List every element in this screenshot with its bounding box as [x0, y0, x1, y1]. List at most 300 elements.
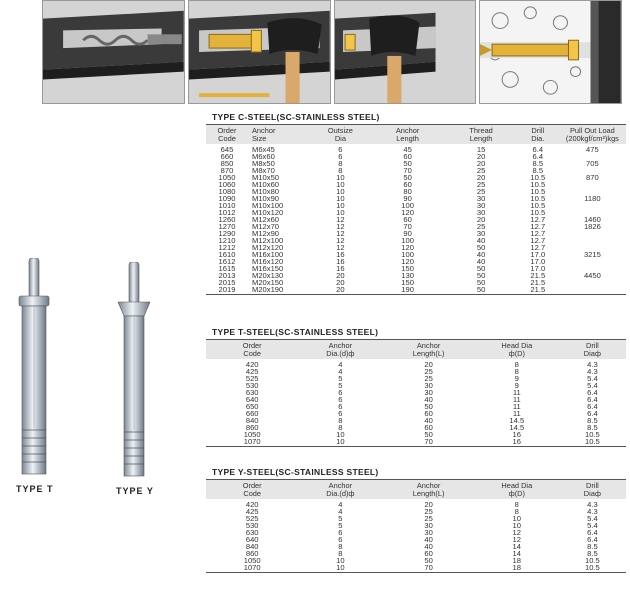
column-header: Outsize Dia [327, 126, 353, 143]
table-cell: 50 [424, 430, 433, 439]
column-header: Anchor Length(L) [412, 341, 445, 358]
table-row [206, 417, 626, 424]
table-cell: 6.4 [587, 409, 598, 418]
table-cell: 630 [245, 528, 259, 537]
table-cell: 12.7 [530, 236, 546, 245]
table-cell: 100 [401, 236, 414, 245]
table-cell: 21.5 [530, 278, 546, 287]
table-cell: 11 [512, 409, 521, 418]
type-y-anchor-icon [114, 262, 154, 480]
hammer-insert-icon [189, 1, 330, 103]
table-cell: 860 [245, 423, 259, 432]
table-cell: 12 [336, 215, 345, 224]
table-row [206, 508, 626, 515]
table-cell: 8.5 [532, 159, 544, 168]
table-cell: 18 [475, 564, 559, 573]
concrete-anchor-icon [480, 1, 621, 103]
table-cell: 10.5 [530, 208, 546, 217]
table-cell: 30 [424, 388, 433, 397]
table-cell: 1210 [218, 236, 236, 245]
table-cell: 1010 [218, 201, 236, 210]
table-cell: 50 [403, 159, 412, 168]
table-cell: 16 [336, 264, 345, 273]
table-cell: 10 [336, 556, 345, 565]
table-cell: M20x190 [248, 286, 311, 295]
table-cell: 16 [512, 430, 521, 439]
table-cell: 50 [476, 243, 486, 252]
table-cell: M20x150 [252, 278, 284, 287]
table-cell: 50 [424, 556, 433, 565]
type-c-table [206, 124, 626, 295]
table-cell: 14.5 [509, 416, 525, 425]
table-cell: 70 [403, 222, 412, 231]
table-cell: M8x70 [252, 166, 275, 175]
table-cell: 30 [476, 208, 486, 217]
table-cell: 8.5 [587, 416, 598, 425]
table-cell: 20 [476, 152, 486, 161]
table-cell: 40 [476, 257, 486, 266]
table-cell: 1050 [218, 173, 236, 182]
table-cell: 20 [336, 278, 345, 287]
table-cell: 100 [401, 201, 414, 210]
table-cell: 10.5 [559, 438, 626, 447]
table-cell: M12x90 [252, 229, 280, 238]
table-cell: 4450 [583, 271, 601, 280]
table-cell: 705 [586, 159, 599, 168]
table-cell: 8 [514, 367, 519, 376]
table-cell: M10x80 [252, 187, 280, 196]
table-row [206, 424, 626, 431]
table-cell: 1612 [218, 257, 236, 266]
table-cell: 25 [476, 166, 486, 175]
table-cell: 6 [338, 409, 343, 418]
table-cell [559, 258, 626, 265]
table-cell: 10.5 [530, 194, 546, 203]
table-cell: 50 [403, 173, 412, 182]
table-cell: 420 [245, 360, 259, 369]
table-cell: 8 [338, 423, 343, 432]
table-cell: M12x70 [252, 222, 280, 231]
hammer-insert-panel [188, 0, 331, 104]
table-cell: 1090 [218, 194, 236, 203]
table-cell: 11 [512, 388, 521, 397]
table-row [206, 396, 626, 403]
table-row [206, 543, 626, 550]
table-cell: 420 [245, 500, 259, 509]
table-cell: 10 [336, 180, 345, 189]
table-cell: 25 [424, 367, 433, 376]
table-cell: 6 [338, 145, 343, 154]
table-cell: 650 [245, 402, 259, 411]
table-cell: 6 [338, 528, 343, 537]
table-cell: 18 [512, 556, 521, 565]
table-cell: 11 [512, 395, 521, 404]
table-cell: 4.3 [587, 360, 598, 369]
table-cell: M10x50 [252, 173, 280, 182]
table-cell: 4 [338, 507, 343, 516]
type-y-table-section [206, 467, 626, 573]
column-header: Drill Diaф [583, 481, 601, 498]
table-cell: 40 [424, 395, 433, 404]
type-t-table [206, 339, 626, 447]
table-cell [559, 286, 626, 295]
table-row [206, 286, 626, 295]
table-cell: 6.4 [532, 145, 544, 154]
table-cell: 12.7 [530, 243, 546, 252]
table-row [206, 382, 626, 389]
table-cell: 8.5 [532, 166, 544, 175]
table-cell: 5.4 [587, 374, 598, 383]
type-y-table [206, 479, 626, 573]
table-cell: 14.5 [509, 423, 525, 432]
table-cell: 150 [401, 278, 414, 287]
table-row [206, 529, 626, 536]
table-cell: 50 [424, 402, 433, 411]
table-cell: 11 [512, 402, 521, 411]
table-cell: 6.4 [532, 152, 544, 161]
table-cell: 8 [338, 542, 343, 551]
table-cell: M16x120 [252, 257, 284, 266]
column-header: Anchor Dia.(d)ф [326, 341, 355, 358]
table-cell: 530 [245, 521, 259, 530]
table-cell: 4.3 [587, 367, 598, 376]
table-cell: 425 [245, 507, 259, 516]
table-cell: M10x100 [252, 201, 284, 210]
table-row [206, 515, 626, 522]
table-cell: 20 [424, 500, 433, 509]
table-cell: 1070 [206, 438, 298, 447]
table-cell: 10.5 [530, 187, 546, 196]
table-cell: M12x120 [252, 243, 284, 252]
table-cell: 25 [424, 374, 433, 383]
table-row [206, 389, 626, 396]
table-cell: 4.3 [587, 500, 598, 509]
table-cell: 6.4 [587, 535, 598, 544]
table-cell: 475 [586, 145, 599, 154]
table-cell: 6 [338, 535, 343, 544]
table-cell: 8.5 [587, 549, 598, 558]
table-cell: M6x60 [252, 152, 275, 161]
table-cell: 10.5 [530, 180, 546, 189]
table-cell: 60 [403, 180, 412, 189]
table-cell: 20 [336, 271, 345, 280]
table-cell: 5 [338, 381, 343, 390]
table-cell: 8 [338, 166, 343, 175]
table-cell: 15 [476, 145, 486, 154]
table-cell [559, 279, 626, 286]
table-cell: 8 [514, 500, 519, 509]
anchor-set-panel [334, 0, 477, 104]
column-header: Anchor Dia.(d)ф [326, 481, 355, 498]
table-cell: 850 [220, 159, 234, 168]
table-cell: 860 [245, 549, 259, 558]
table-row [206, 557, 626, 564]
table-row [206, 438, 626, 447]
table-cell: 10.5 [530, 173, 546, 182]
table-cell: 10.5 [585, 430, 600, 439]
table-cell: 10 [512, 521, 521, 530]
table-cell: M6x45 [252, 145, 275, 154]
column-header: Thread Length [469, 126, 493, 143]
table-cell: 8 [338, 159, 343, 168]
table-cell: 4 [338, 500, 343, 509]
table-cell: 8.5 [587, 423, 598, 432]
column-header: Anchor Size [252, 126, 276, 143]
table-cell: 130 [401, 271, 414, 280]
table-cell: 40 [476, 250, 486, 259]
table-cell: 5 [338, 514, 343, 523]
table-cell: 16 [336, 250, 345, 259]
table-cell: M8x50 [252, 159, 275, 168]
table-cell: 10 [336, 187, 345, 196]
table-cell: 870 [220, 166, 234, 175]
table-cell [559, 237, 626, 244]
table-cell: 12 [336, 243, 345, 252]
table-cell: 1610 [218, 250, 236, 259]
table-cell: 1070 [206, 564, 298, 573]
table-cell: M16x100 [252, 250, 284, 259]
table-cell: 60 [403, 215, 412, 224]
table-cell: 50 [445, 286, 516, 295]
table-cell: 1460 [583, 215, 601, 224]
table-cell: 16 [336, 257, 345, 266]
table-cell: 1290 [218, 229, 236, 238]
table-cell: 70 [382, 438, 474, 447]
table-cell: 70 [382, 564, 474, 573]
type-t-table-section [206, 327, 626, 447]
table-cell: 10 [336, 208, 345, 217]
table-cell: 20 [424, 360, 433, 369]
table-cell: 190 [370, 286, 446, 295]
table-cell: 80 [403, 187, 412, 196]
table-row [206, 550, 626, 557]
column-header: Order Code [217, 126, 237, 143]
type-y-label: TYPE Y [116, 486, 154, 496]
table-cell: 10 [336, 430, 345, 439]
table-cell: 10 [298, 438, 382, 447]
column-header: Anchor Length(L) [412, 481, 445, 498]
table-cell: 12 [512, 535, 521, 544]
column-header: Drill Diaф [583, 341, 601, 358]
table-cell: 5.4 [587, 381, 598, 390]
table-cell: 660 [245, 409, 259, 418]
table-cell: 45 [403, 145, 412, 154]
table-cell: 50 [476, 271, 486, 280]
table-cell: 1270 [218, 222, 236, 231]
table-row [206, 499, 626, 508]
table-cell: 100 [401, 250, 414, 259]
table-cell: 6 [338, 388, 343, 397]
table-cell: 1826 [583, 222, 601, 231]
table-cell: 25 [424, 507, 433, 516]
table-cell: 5 [338, 374, 343, 383]
table-cell: 840 [245, 416, 259, 425]
table-cell: 640 [245, 395, 259, 404]
table-cell: 16 [475, 438, 559, 447]
column-header: Pull Out Load (200kgf/cm²)kgs [565, 126, 619, 143]
table-cell: 12 [336, 236, 345, 245]
table-cell: 60 [403, 152, 412, 161]
table-cell: 6.4 [587, 388, 598, 397]
table-cell: 90 [403, 194, 412, 203]
table-row [206, 431, 626, 438]
table-cell: 425 [245, 367, 259, 376]
type-t-anchor-icon [14, 258, 54, 480]
table-cell: M12x100 [252, 236, 284, 245]
table-cell: 2013 [218, 271, 236, 280]
type-y-table-title: TYPE Y-STEEL(SC-STAINLESS STEEL) [212, 467, 379, 477]
table-cell: 6 [338, 395, 343, 404]
table-cell: 20 [476, 215, 486, 224]
table-cell: 4 [338, 360, 343, 369]
table-cell: 1012 [218, 208, 236, 217]
column-header: Drill Dia. [531, 126, 545, 143]
table-row [206, 359, 626, 368]
table-cell: 1615 [218, 264, 236, 273]
table-cell: 1050 [243, 430, 261, 439]
table-row [206, 375, 626, 382]
table-cell: 660 [220, 152, 234, 161]
table-cell: 60 [424, 423, 433, 432]
table-cell: 10 [336, 194, 345, 203]
table-cell: 6.4 [587, 528, 598, 537]
table-cell: 10.5 [530, 201, 546, 210]
table-cell: M16x150 [252, 264, 284, 273]
table-row [206, 564, 626, 573]
table-cell: 25 [476, 180, 486, 189]
table-cell: 40 [476, 236, 486, 245]
installation-banner [42, 0, 622, 104]
type-t-label: TYPE T [16, 484, 54, 494]
table-cell: 40 [424, 416, 433, 425]
table-cell: 50 [476, 278, 486, 287]
table-cell: 10.5 [585, 556, 600, 565]
table-cell: 1050 [243, 556, 261, 565]
table-cell: 1260 [218, 215, 236, 224]
table-cell: 60 [424, 409, 433, 418]
column-header: Anchor Length [395, 126, 420, 143]
table-cell: 2019 [206, 286, 248, 295]
table-cell: M10x60 [252, 180, 280, 189]
table-cell: 12.7 [530, 222, 546, 231]
table-cell: 120 [401, 243, 414, 252]
table-cell: 4.3 [587, 507, 598, 516]
table-cell: 30 [424, 521, 433, 530]
table-cell: 40 [424, 535, 433, 544]
concrete-anchor-panel [479, 0, 622, 104]
table-cell: M10x120 [252, 208, 284, 217]
table-cell: 630 [245, 388, 259, 397]
table-cell [559, 181, 626, 188]
table-cell: 640 [245, 535, 259, 544]
table-cell: 21.5 [530, 271, 546, 280]
column-header: Head Dia ф(D) [501, 481, 533, 498]
table-cell: 17.0 [530, 264, 546, 273]
table-cell: 1180 [584, 194, 601, 203]
table-cell: 120 [401, 257, 414, 266]
table-cell: 6 [338, 402, 343, 411]
table-cell: 10 [336, 173, 345, 182]
column-header: Order Code [242, 481, 262, 498]
anchor-set-icon [335, 1, 476, 103]
table-cell: 8 [338, 416, 343, 425]
table-row [206, 410, 626, 417]
table-cell: 6 [338, 152, 343, 161]
type-c-table-section [206, 112, 626, 295]
table-cell: 30 [476, 201, 486, 210]
table-cell: 870 [586, 173, 599, 182]
table-cell: 150 [401, 264, 414, 273]
table-cell: 9 [514, 374, 519, 383]
table-cell: 12.7 [530, 215, 546, 224]
table-cell: 30 [424, 381, 433, 390]
table-cell: 70 [403, 166, 412, 175]
table-cell: 10.5 [559, 564, 626, 573]
table-cell: M10x90 [252, 194, 280, 203]
table-cell: 120 [401, 208, 414, 217]
table-cell: 20 [476, 173, 486, 182]
table-row [206, 536, 626, 543]
table-cell: 1080 [218, 187, 236, 196]
table-cell: 20 [476, 159, 486, 168]
table-cell: 5.4 [587, 521, 598, 530]
table-cell: 525 [245, 514, 259, 523]
table-cell: 5 [338, 521, 343, 530]
table-cell: 9 [514, 381, 519, 390]
table-cell: M12x60 [252, 215, 280, 224]
table-cell [559, 230, 626, 237]
table-cell: 3215 [583, 250, 601, 259]
table-cell: 14 [512, 542, 521, 551]
table-cell: 10 [512, 514, 521, 523]
table-cell: 12.7 [530, 229, 546, 238]
anchor-illustrations [0, 250, 200, 510]
table-cell: M20x130 [252, 271, 284, 280]
type-c-table-title: TYPE C-STEEL(SC-STAINLESS STEEL) [212, 112, 380, 122]
table-cell: 90 [403, 229, 412, 238]
drill-hole-icon [43, 1, 184, 103]
table-cell: 12 [336, 229, 345, 238]
table-cell: 1060 [218, 180, 236, 189]
table-cell: 8 [514, 360, 519, 369]
table-cell: 4 [338, 367, 343, 376]
table-cell: 525 [245, 374, 259, 383]
table-cell: 10 [336, 201, 345, 210]
table-cell: 8 [514, 507, 519, 516]
table-cell: 8 [338, 549, 343, 558]
table-cell: 8.5 [587, 542, 598, 551]
table-cell: 60 [424, 549, 433, 558]
table-cell: 25 [476, 222, 486, 231]
table-cell: 17.0 [530, 257, 546, 266]
table-cell: 6.4 [587, 402, 598, 411]
table-cell: 20 [311, 286, 370, 295]
table-cell: 25 [424, 514, 433, 523]
table-cell: 30 [424, 528, 433, 537]
table-cell: 840 [245, 542, 259, 551]
table-cell [559, 202, 626, 209]
table-cell: 50 [476, 264, 486, 273]
table-cell: 21.5 [517, 286, 559, 295]
column-header: Order Code [242, 341, 262, 358]
table-cell: 30 [476, 229, 486, 238]
table-cell: 10 [298, 564, 382, 573]
drill-hole-panel [42, 0, 185, 104]
table-cell: 5.4 [587, 514, 598, 523]
table-cell: 17.0 [530, 250, 546, 259]
table-row [206, 403, 626, 410]
table-cell: 2015 [218, 278, 236, 287]
